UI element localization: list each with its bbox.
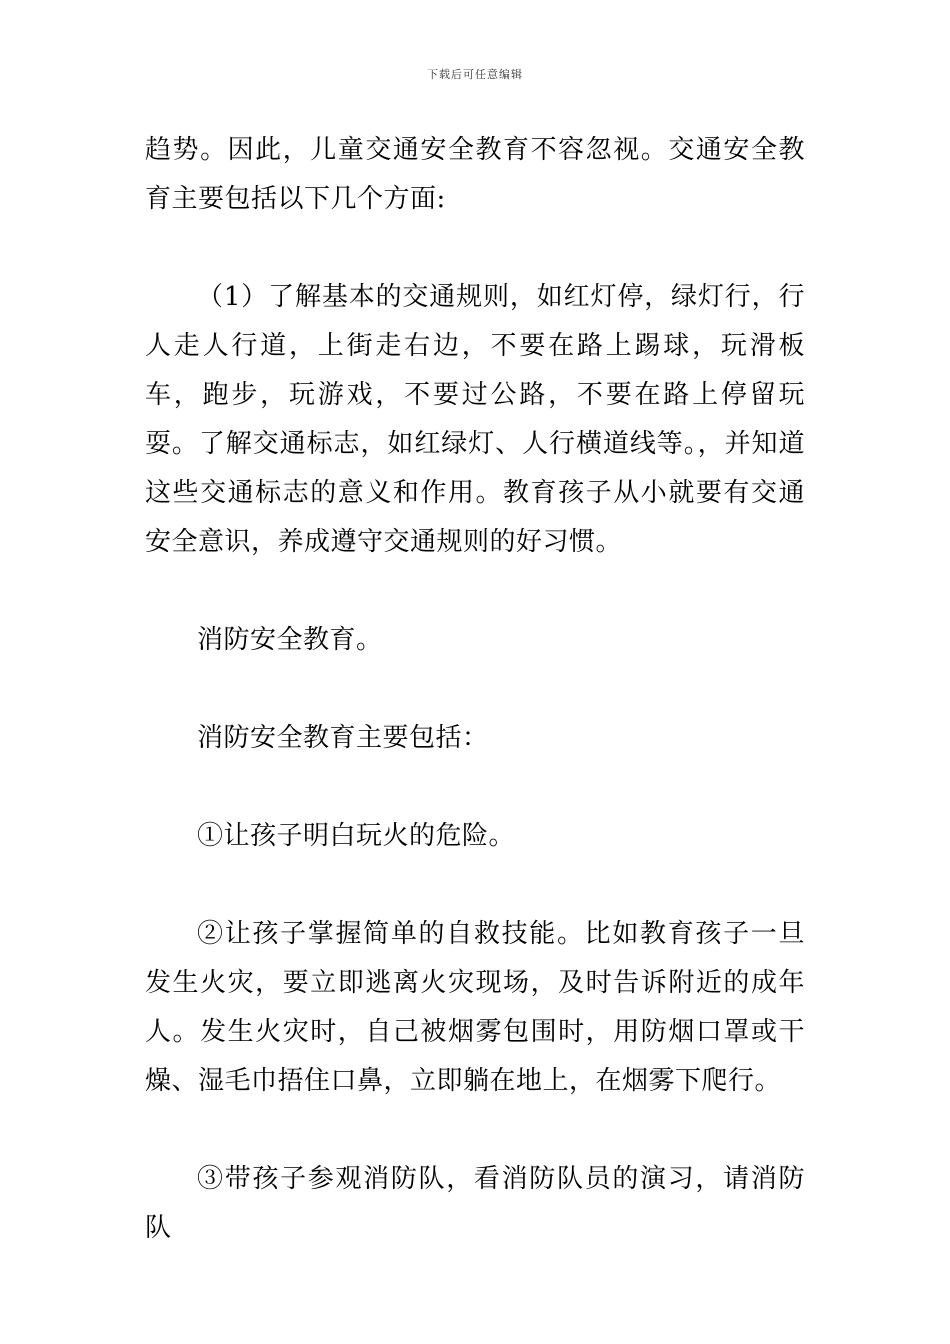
paragraph-fire-safety-intro: 消防安全教育主要包括： [197,723,489,753]
page-header: 下载后可任意编辑 [427,68,523,81]
list-item-fire-3: ③带孩子参观消防队，看消防队员的演习，请消防队 [145,1164,805,1243]
paragraph-gap [145,224,805,273]
paragraph-gap [145,1106,805,1155]
paragraph-traffic-rules: （1）了解基本的交通规则，如红灯停，绿灯行，行人走人行道，上街走右边，不要在路上踢球，玩滑板车，跑步，玩游戏，不要过公路，不要在路上停留玩耍。了解交通标志，如红绿灯、人行横道线等。，并知道这些交通标志的意义和作用。教育孩子从小就要有交通安全意识，养成遵守交通规则的好习惯。 [145,282,805,557]
list-item-fire-1: ①让孩子明白玩火的危险。 [197,821,516,851]
paragraph-gap [145,763,805,812]
section-heading-fire-safety: 消防安全教育。 [197,625,383,655]
paragraph-gap [145,567,805,616]
document-body [145,126,805,1253]
paragraph-gap [145,665,805,714]
paragraph-traffic-intro: 趋势。因此，儿童交通安全教育不容忽视。交通安全教育主要包括以下几个方面: [145,135,805,214]
paragraph-gap [145,861,805,910]
list-item-fire-2: ②让孩子掌握简单的自救技能。比如教育孩子一旦发生火灾，要立即逃离火灾现场，及时告诉附近的成年人。发生火灾时，自己被烟雾包围时，用防烟口罩或干燥、湿毛巾捂住口鼻，立即躺在地上，在烟雾下爬行。 [145,919,805,1096]
